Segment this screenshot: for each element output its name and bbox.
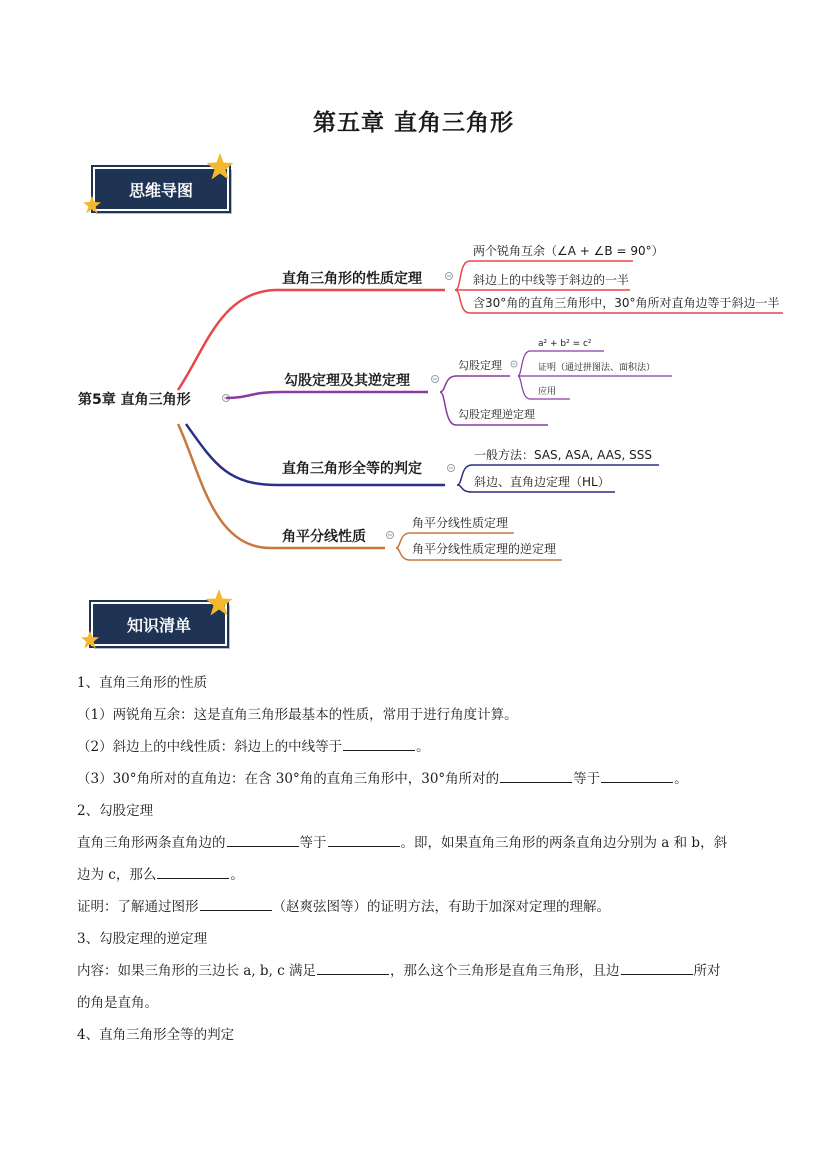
paragraph: 的角是直角。	[77, 995, 158, 1011]
fill-blank[interactable]	[500, 768, 572, 783]
branch-label: 直角三角形全等的判定	[282, 461, 422, 477]
sub-branch-label: 勾股定理	[458, 359, 502, 372]
sub-branch-label: 勾股定理逆定理	[458, 408, 535, 421]
mindmap-badge-label: 思维导图	[128, 180, 193, 200]
paragraph: 内容：如果三角形的三边长 a, b, c 满足 ，那么这个三角形是直角三角形，且边 所对	[77, 955, 757, 987]
leaf-label: 角平分线性质定理的逆定理	[412, 542, 557, 556]
page-title: 第五章 直角三角形	[312, 110, 514, 136]
section-title: 2、勾股定理	[77, 803, 154, 819]
branch-connector	[226, 392, 428, 398]
leaf-label: 角平分线性质定理	[412, 516, 509, 530]
paragraph: 边为 c，那么 。	[77, 859, 757, 891]
knowledge-content	[77, 667, 757, 1051]
mindmap-root: 第5章 直角三角形	[78, 392, 191, 408]
leaf-label: a² + b² = c²	[538, 339, 592, 349]
branch-label: 勾股定理及其逆定理	[284, 373, 410, 389]
branch-label: 角平分线性质	[282, 529, 366, 545]
fill-blank[interactable]	[328, 832, 400, 847]
knowledge-badge-label: 知识清单	[126, 615, 191, 635]
paragraph: （3）30°角所对的直角边：在含 30°角的直角三角形中，30°角所对的 等于 。	[77, 763, 757, 795]
fill-blank[interactable]	[157, 864, 229, 879]
fill-blank[interactable]	[621, 960, 693, 975]
leaf-label: 证明（通过拼图法、面积法）	[538, 363, 656, 373]
leaf-label: 斜边、直角边定理（HL）	[474, 475, 610, 489]
fill-blank[interactable]	[227, 832, 299, 847]
fill-blank[interactable]	[601, 768, 673, 783]
leaf-connector	[440, 376, 510, 392]
fill-blank[interactable]	[200, 896, 272, 911]
section-title: 1、直角三角形的性质	[77, 675, 208, 691]
branch-label: 直角三角形的性质定理	[282, 271, 422, 287]
fill-blank[interactable]	[317, 960, 389, 975]
leaf-label: 应用	[538, 387, 557, 397]
paragraph: 直角三角形两条直角边的 等于 。即，如果直角三角形的两条直角边分别为 a 和 b，斜	[77, 827, 757, 859]
leaf-label: 斜边上的中线等于斜边的一半	[473, 273, 630, 287]
paragraph: （2）斜边上的中线性质：斜边上的中线等于 。	[77, 731, 757, 763]
section-title: 4、直角三角形全等的判定	[77, 1027, 235, 1043]
section-title: 3、勾股定理的逆定理	[77, 931, 208, 947]
star-icon	[80, 630, 100, 650]
leaf-label: 两个锐角互余（∠A + ∠B = 90°）	[473, 244, 664, 258]
leaf-label: 一般方法：SAS, ASA, AAS, SSS	[474, 448, 653, 462]
fill-blank[interactable]	[343, 736, 415, 751]
paragraph: （1）两锐角互余：这是直角三角形最基本的性质，常用于进行角度计算。	[77, 707, 518, 723]
leaf-label: 含30°角的直角三角形中，30°角所对直角边等于斜边一半	[473, 296, 780, 310]
paragraph: 证明：了解通过图形 （赵爽弦图等）的证明方法，有助于加深对定理的理解。	[77, 891, 757, 923]
